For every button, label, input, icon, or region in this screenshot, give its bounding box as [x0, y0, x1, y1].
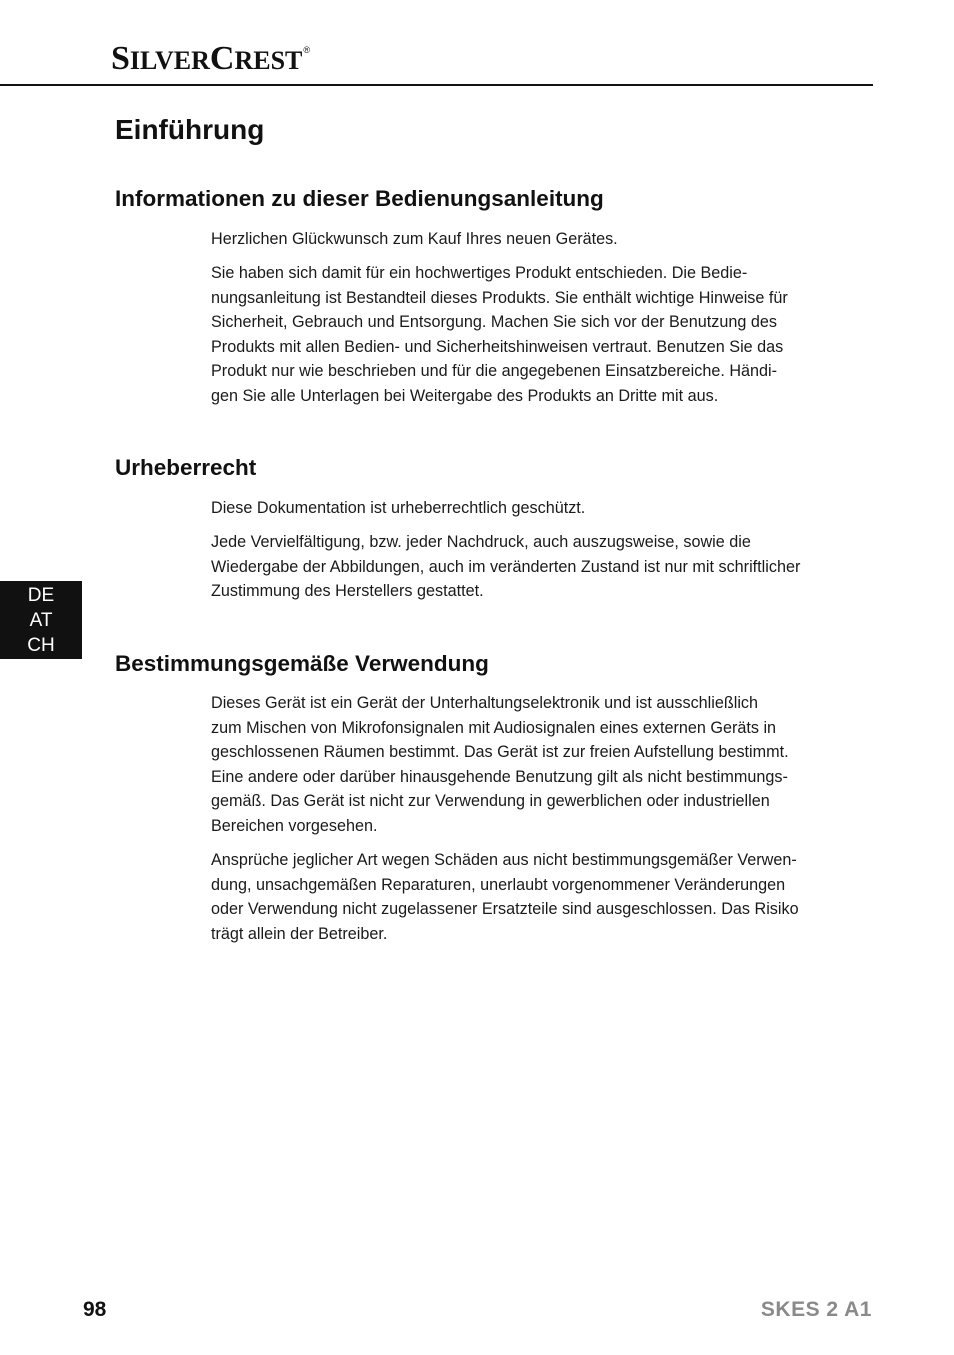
text-line: gen Sie alle Unterlagen bei Weitergabe des Produkts an Dritte mit aus.	[211, 386, 719, 405]
text-line: trägt allein der Betreiber.	[211, 924, 388, 943]
text-line: Ansprüche jeglicher Art wegen Schäden aus nicht bestimmungsgemäßer Verwen-	[211, 851, 797, 869]
paragraph	[211, 848, 846, 946]
text-line: Sicherheit, Gebrauch und Entsorgung. Machen Sie sich vor der Benutzung des	[211, 313, 778, 332]
page-title: Einführung	[115, 114, 265, 145]
model-number: SKES 2 A1	[760, 1298, 872, 1321]
logo-letters: ILVER	[129, 46, 210, 75]
logo-letter: C	[209, 40, 235, 77]
text-line: Produkts mit allen Bedien- und Sicherheitshinweisen vertraut. Benutzen Sie das	[211, 337, 784, 356]
text-line: Jede Vervielfältigung, bzw. jeder Nachdruck, auch auszugsweise, sowie die	[211, 533, 751, 551]
text-line: zum Mischen von Mikrofonsignalen mit Audiosignalen eines externen Geräts in	[211, 718, 777, 737]
paragraph	[211, 496, 846, 521]
section-heading: Urheberrecht	[115, 455, 257, 480]
logo-letters: REST	[234, 46, 303, 75]
text-line: geschlossenen Räumen bestimmt. Das Gerät ist zur freien Aufstellung bestimmt.	[211, 743, 789, 762]
section-heading: Bestimmungsgemäße Verwendung	[115, 651, 489, 676]
paragraph	[211, 691, 846, 839]
paragraph	[211, 227, 846, 252]
language-code: DE	[27, 585, 55, 606]
text-line: Zustimmung des Herstellers gestattet.	[211, 582, 484, 601]
text-line: Eine andere oder darüber hinausgehende Benutzung gilt als nicht bestimmungs-	[211, 767, 788, 786]
paragraph	[211, 261, 846, 409]
text-line: dung, unsachgemäßen Reparaturen, unerlaubt vorgenommener Veränderungen	[211, 875, 786, 894]
language-code: AT	[29, 610, 53, 631]
text-line: Herzlichen Glückwunsch zum Kauf Ihres neuen Gerätes.	[211, 230, 618, 248]
brand-logo	[111, 40, 311, 77]
text-line: Bereichen vorgesehen.	[211, 816, 378, 835]
text-line: Produkt nur wie beschrieben und für die angegebenen Einsatzbereiche. Händi-	[211, 362, 778, 381]
text-line: oder Verwendung nicht zugelassener Ersatzteile sind ausgeschlossen. Das Risiko	[211, 900, 799, 919]
section-heading: Informationen zu dieser Bedienungsanleitung	[115, 186, 604, 211]
text-line: Sie haben sich damit für ein hochwertiges Produkt entschieden. Die Bedie-	[211, 264, 748, 282]
page-number: 98	[83, 1298, 107, 1321]
text-line: gemäß. Das Gerät ist nicht zur Verwendung in gewerblichen oder industriellen	[211, 792, 770, 811]
language-code: CH	[27, 635, 55, 656]
header-rule	[0, 84, 873, 86]
paragraph	[211, 530, 846, 604]
language-tab	[0, 581, 82, 659]
registered-mark: ®	[303, 45, 311, 55]
text-line: Dieses Gerät ist ein Gerät der Unterhaltungselektronik und ist ausschließlich	[211, 694, 759, 712]
text-line: Diese Dokumentation ist urheberrechtlich geschützt.	[211, 499, 586, 517]
logo-letter: S	[111, 40, 130, 77]
text-line: nungsanleitung ist Bestandteil dieses Produkts. Sie enthält wichtige Hinweise für	[211, 288, 788, 307]
text-line: Wiedergabe der Abbildungen, auch im veränderten Zustand ist nur mit schriftlicher	[211, 557, 801, 576]
